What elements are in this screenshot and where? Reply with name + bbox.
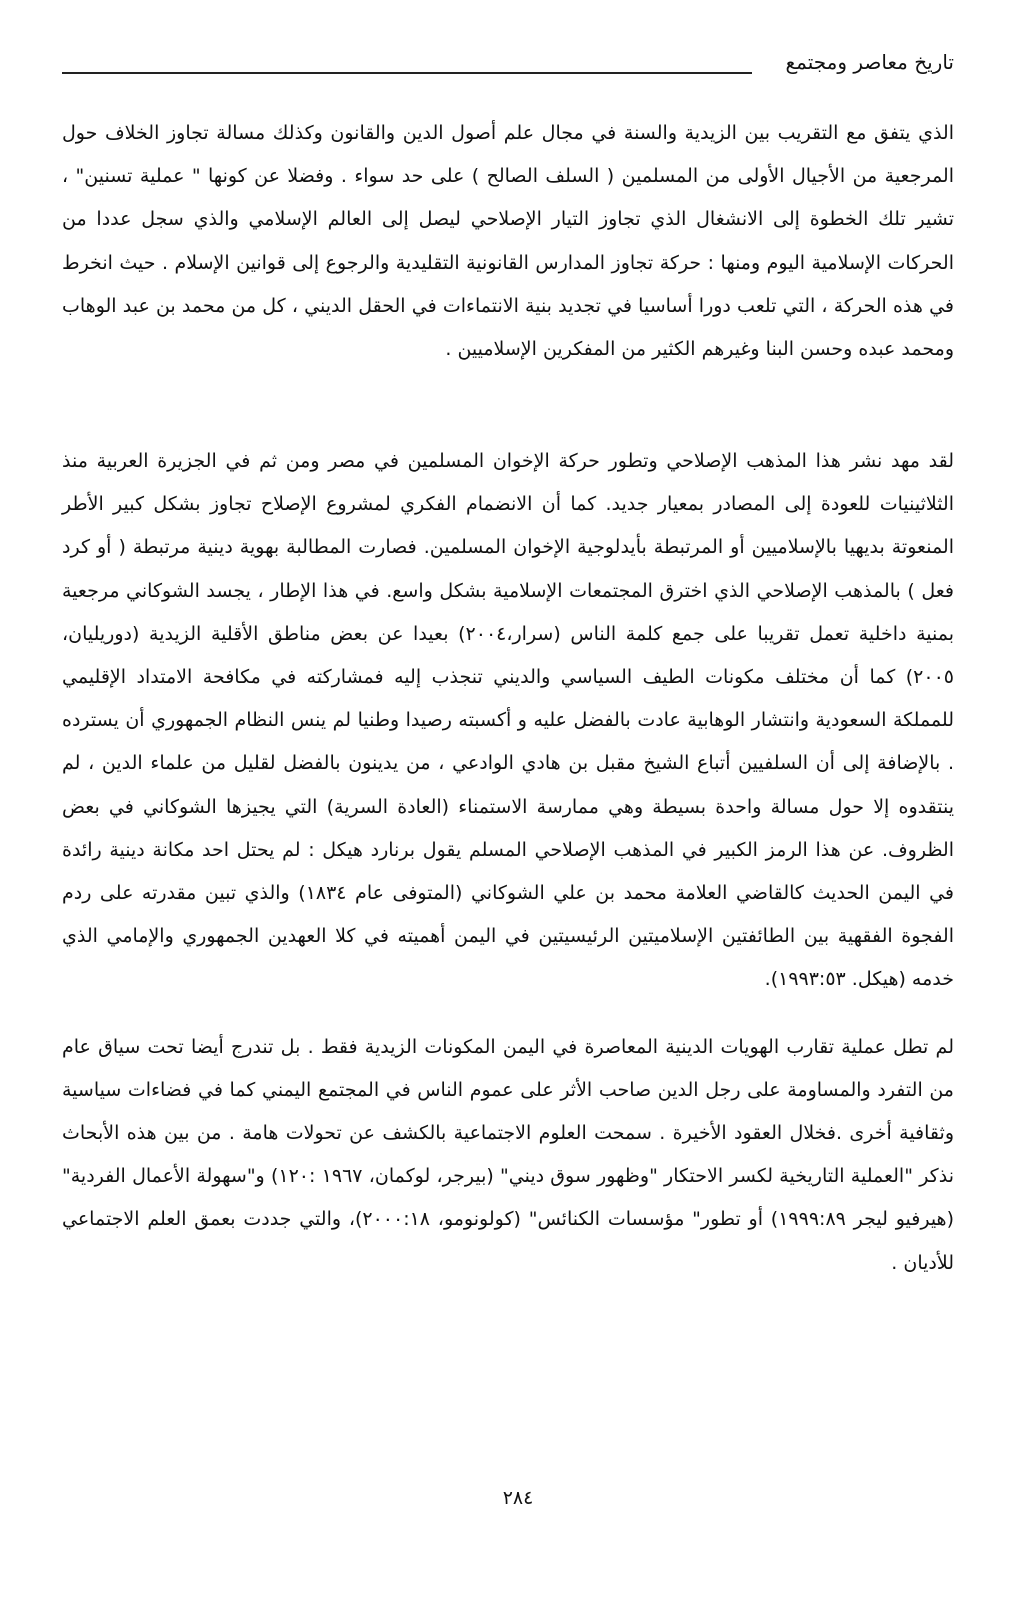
running-header bbox=[62, 48, 954, 88]
header-title: تاريخ معاصر ومجتمع bbox=[785, 50, 954, 74]
page-number: ٢٨٤ bbox=[502, 1487, 534, 1509]
paragraph-2: لقد مهد نشر هذا المذهب الإصلاحي وتطور حركة الإخوان المسلمين في مصر ومن ثم في الجزيرة العربية منذ الثلاثينيات للعودة إلى المصادر بمعيار جديد. كما أن الانضمام الفكري لمشروع الإصلاح تجاوز بشكل كبير الأطر المنعوتة بديهيا بالإسلاميين أو المرتبطة بأيدلوجية الإخوان المسلمين. فصارت المطالبة بهوية دينية مرتبطة ( أو كرد فعل ) بالمذهب الإصلاحي الذي اخترق المجتمعات الإسلامية بشكل واسع. في هذا الإطار ، يجسد الشوكاني مرجعية بمنية داخلية تعمل تقريبا على جمع كلمة الناس (سرار،٢٠٠٤) بعيدا عن بعض مناطق الأقلية الزيدية (دوريليان، ٢٠٠٥) كما أن مختلف مكونات الطيف السياسي والديني تنجذب إليه فمشاركته في مكافحة الامتداد الإقليمي للمملكة السعودية وانتشار الوهابية عادت بالفضل عليه و أكسبته رصيدا وطنيا لم ينس النظام الجمهوري أن يسترده . بالإضافة إلى أن السلفيين أتباع الشيخ مقبل بن هادي الوادعي ، من يدينون بالفضل لقليل من علماء الدين ، لم ينتقدوه إلا حول مسالة واحدة بسيطة وهي ممارسة الاستمناء (العادة السرية) التي يجيزها الشوكاني في بعض الظروف. عن هذا الرمز الكبير في المذهب الإصلاحي المسلم يقول برنارد هيكل : لم يحتل احد مكانة دينية رائدة في اليمن الحديث كالقاضي العلامة محمد بن علي الشوكاني (المتوفى عام ١٨٣٤) والذي تبين مقدرته على ردم الفجوة الفقهية بين الطائفتين الإسلاميتين الرئيسيتين في اليمن أهميته في كلا العهدين الجمهوري والإمامي الذي خدمه (هيكل. ١٩٩٣:٥٣). bbox=[62, 450, 954, 991]
body-text bbox=[62, 112, 954, 1285]
paragraph-1: الذي يتفق مع التقريب بين الزيدية والسنة في مجال علم أصول الدين والقانون وكذلك مسالة تجاوز الخلاف حول المرجعية من الأجيال الأولى من المسلمين ( السلف الصالح ) على حد سواء . وفضلا عن كونها " عملية تسنين" ، تشير تلك الخطوة إلى الانشغال الذي تجاوز التيار الإصلاحي ليصل إلى العالم الإسلامي والذي سجل عددا من الحركات الإسلامية اليوم ومنها : حركة تجاوز المدارس القانونية التقليدية والرجوع إلى قوانين الإسلام . حيث انخرط في هذه الحركة ، التي تلعب دورا أساسيا في تجديد بنية الانتماءات في الحقل الديني ، كل من محمد بن عبد الوهاب ومحمد عبده وحسن البنا وغيرهم الكثير من المفكرين الإسلاميين . bbox=[62, 122, 954, 361]
paragraph-3: لم تطل عملية تقارب الهويات الدينية المعاصرة في اليمن المكونات الزيدية فقط . بل تندرج أيضا تحت سياق عام من التفرد والمساومة على رجل الدين صاحب الأثر على عموم الناس في المجتمع اليمني كما في فضاءات سياسية وثقافية أخرى .فخلال العقود الأخيرة . سمحت العلوم الاجتماعية بالكشف عن تحولات هامة . من بين هذه الأبحاث نذكر "العملية التاريخية لكسر الاحتكار "وظهور سوق ديني" (بيرجر، لوكمان، ١٩٦٧ :١٢٠) و"سهولة الأعمال الفردية" (هيرفيو ليجر ١٩٩٩:٨٩) أو تطور" مؤسسات الكنائس" (كولونومو، ٢٠٠٠:١٨)، والتي جددت بعمق العلم الاجتماعي للأديان . bbox=[62, 1035, 954, 1274]
header-rule bbox=[62, 72, 752, 74]
